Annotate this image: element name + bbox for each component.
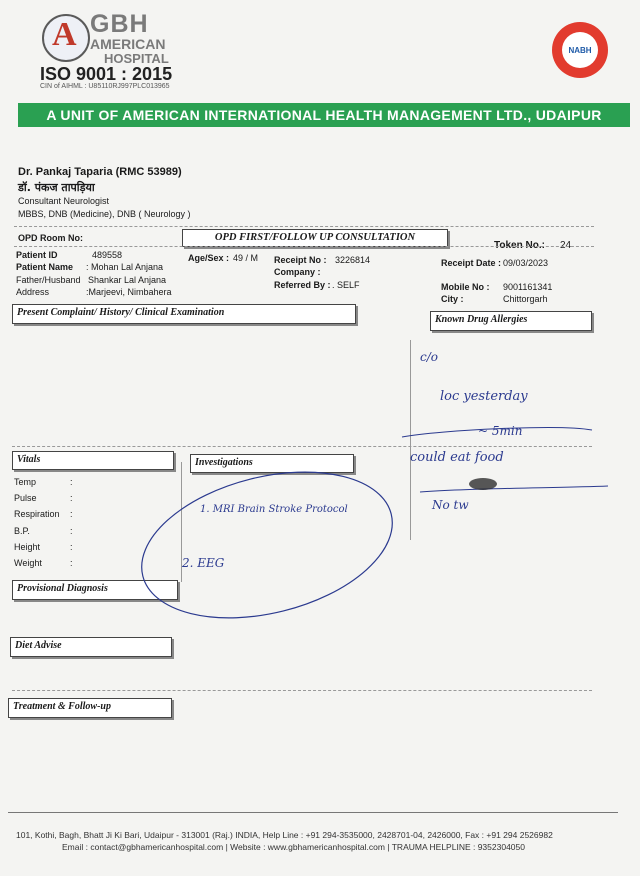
allergies-heading: Known Drug Allergies [430, 311, 592, 331]
underline-stroke [420, 486, 608, 492]
provisional-heading: Provisional Diagnosis [12, 580, 178, 600]
referred-label: Referred By : [274, 280, 331, 290]
footer-address: 101, Kothi, Bagh, Bhatt Ji Ki Bari, Udaipur - 313001 (Raj.) INDIA, Help Line : +91 294-3535000, 2428701-04, 2426000, Fax : +91 294 2526982 [16, 830, 553, 840]
token-value: 24 [560, 240, 572, 251]
patient-id-label: Patient ID [16, 250, 58, 260]
doctor-qualifications: MBBS, DNB (Medicine), DNB ( Neurology ) [18, 209, 191, 219]
ink-smudge [469, 478, 497, 490]
note-line-3: ~ 5min [478, 424, 523, 438]
brand-line3: HOSPITAL [104, 51, 169, 66]
note-line-1: c/o [420, 350, 438, 364]
patient-name-label: Patient Name [16, 262, 74, 272]
brand-line1: GBH [90, 10, 149, 38]
doctor-name: Dr. Pankaj Taparia (RMC 53989) [18, 166, 182, 178]
doctor-title: Consultant Neurologist [18, 196, 110, 206]
address-value: :Marjeevi, Nimbahera [86, 287, 172, 297]
brand-line2: AMERICAN [90, 36, 166, 52]
mobile-label: Mobile No : [441, 282, 490, 292]
vital-temp: Temp : [14, 477, 73, 487]
vital-pulse: Pulse : [14, 493, 73, 503]
receipt-date-label: Receipt Date : [441, 258, 502, 268]
mobile-value: 9001161341 [503, 282, 553, 292]
note-line-4: could eat food [410, 450, 504, 465]
footer-divider [8, 812, 618, 813]
city-value: Chittorgarh [503, 294, 548, 304]
doctor-name-hindi: डॉ. पंकज तापड़िया [18, 181, 95, 194]
receipt-date-value: 09/03/2023 [503, 258, 549, 268]
father-value: Shankar Lal Anjana [88, 275, 167, 285]
complaint-heading: Present Complaint/ History/ Clinical Examination [12, 304, 356, 324]
company-label: Company : [274, 267, 321, 277]
father-label: Father/Husband [16, 275, 81, 285]
logo-letter-icon: A [52, 16, 77, 53]
form-title: OPD FIRST/FOLLOW UP CONSULTATION [182, 229, 448, 247]
iso-certification: ISO 9001 : 2015 [40, 64, 173, 84]
investigation-line-1: 1. MRI Brain Stroke Protocol [200, 504, 348, 515]
cin-number: CIN of AIHML : U85110RJ997PLC013965 [40, 83, 170, 90]
vital-height: Height : [14, 542, 73, 552]
header-banner: A UNIT OF AMERICAN INTERNATIONAL HEALTH MANAGEMENT LTD., UDAIPUR [18, 103, 630, 127]
opd-room-label: OPD Room No: [18, 233, 83, 243]
note-line-2: loc yesterday [440, 389, 528, 404]
age-value: 49 / M [233, 253, 259, 263]
vital-respiration: Respiration : [14, 509, 73, 519]
token-label: Token No.: [494, 240, 545, 251]
referred-value: . SELF [332, 280, 360, 290]
address-label: Address [16, 287, 50, 297]
age-label: Age/Sex : [188, 253, 230, 263]
patient-id-value: 489558 [92, 250, 123, 260]
receipt-no-label: Receipt No : [274, 255, 327, 265]
vitals-heading: Vitals [12, 451, 174, 470]
vital-weight: Weight : [14, 558, 73, 568]
city-label: City : [441, 294, 464, 304]
investigation-circle [126, 448, 407, 642]
receipt-no-value: 3226814 [335, 255, 371, 265]
investigations-heading: Investigations [190, 454, 354, 473]
note-line-5: No tw [432, 498, 469, 512]
footer-contact: Email : contact@gbhamericanhospital.com | Website : www.gbhamericanhospital.com | TRAUMA HELPLINE : 9352304050 [62, 842, 525, 852]
vital-bp: B.P. : [14, 526, 73, 536]
diet-heading: Diet Advise [10, 637, 172, 657]
treatment-heading: Treatment & Follow-up [8, 698, 172, 718]
investigation-line-2: 2. EEG [182, 556, 225, 570]
patient-name-value: : Mohan Lal Anjana [86, 262, 164, 272]
nabh-label: NABH [562, 32, 598, 68]
